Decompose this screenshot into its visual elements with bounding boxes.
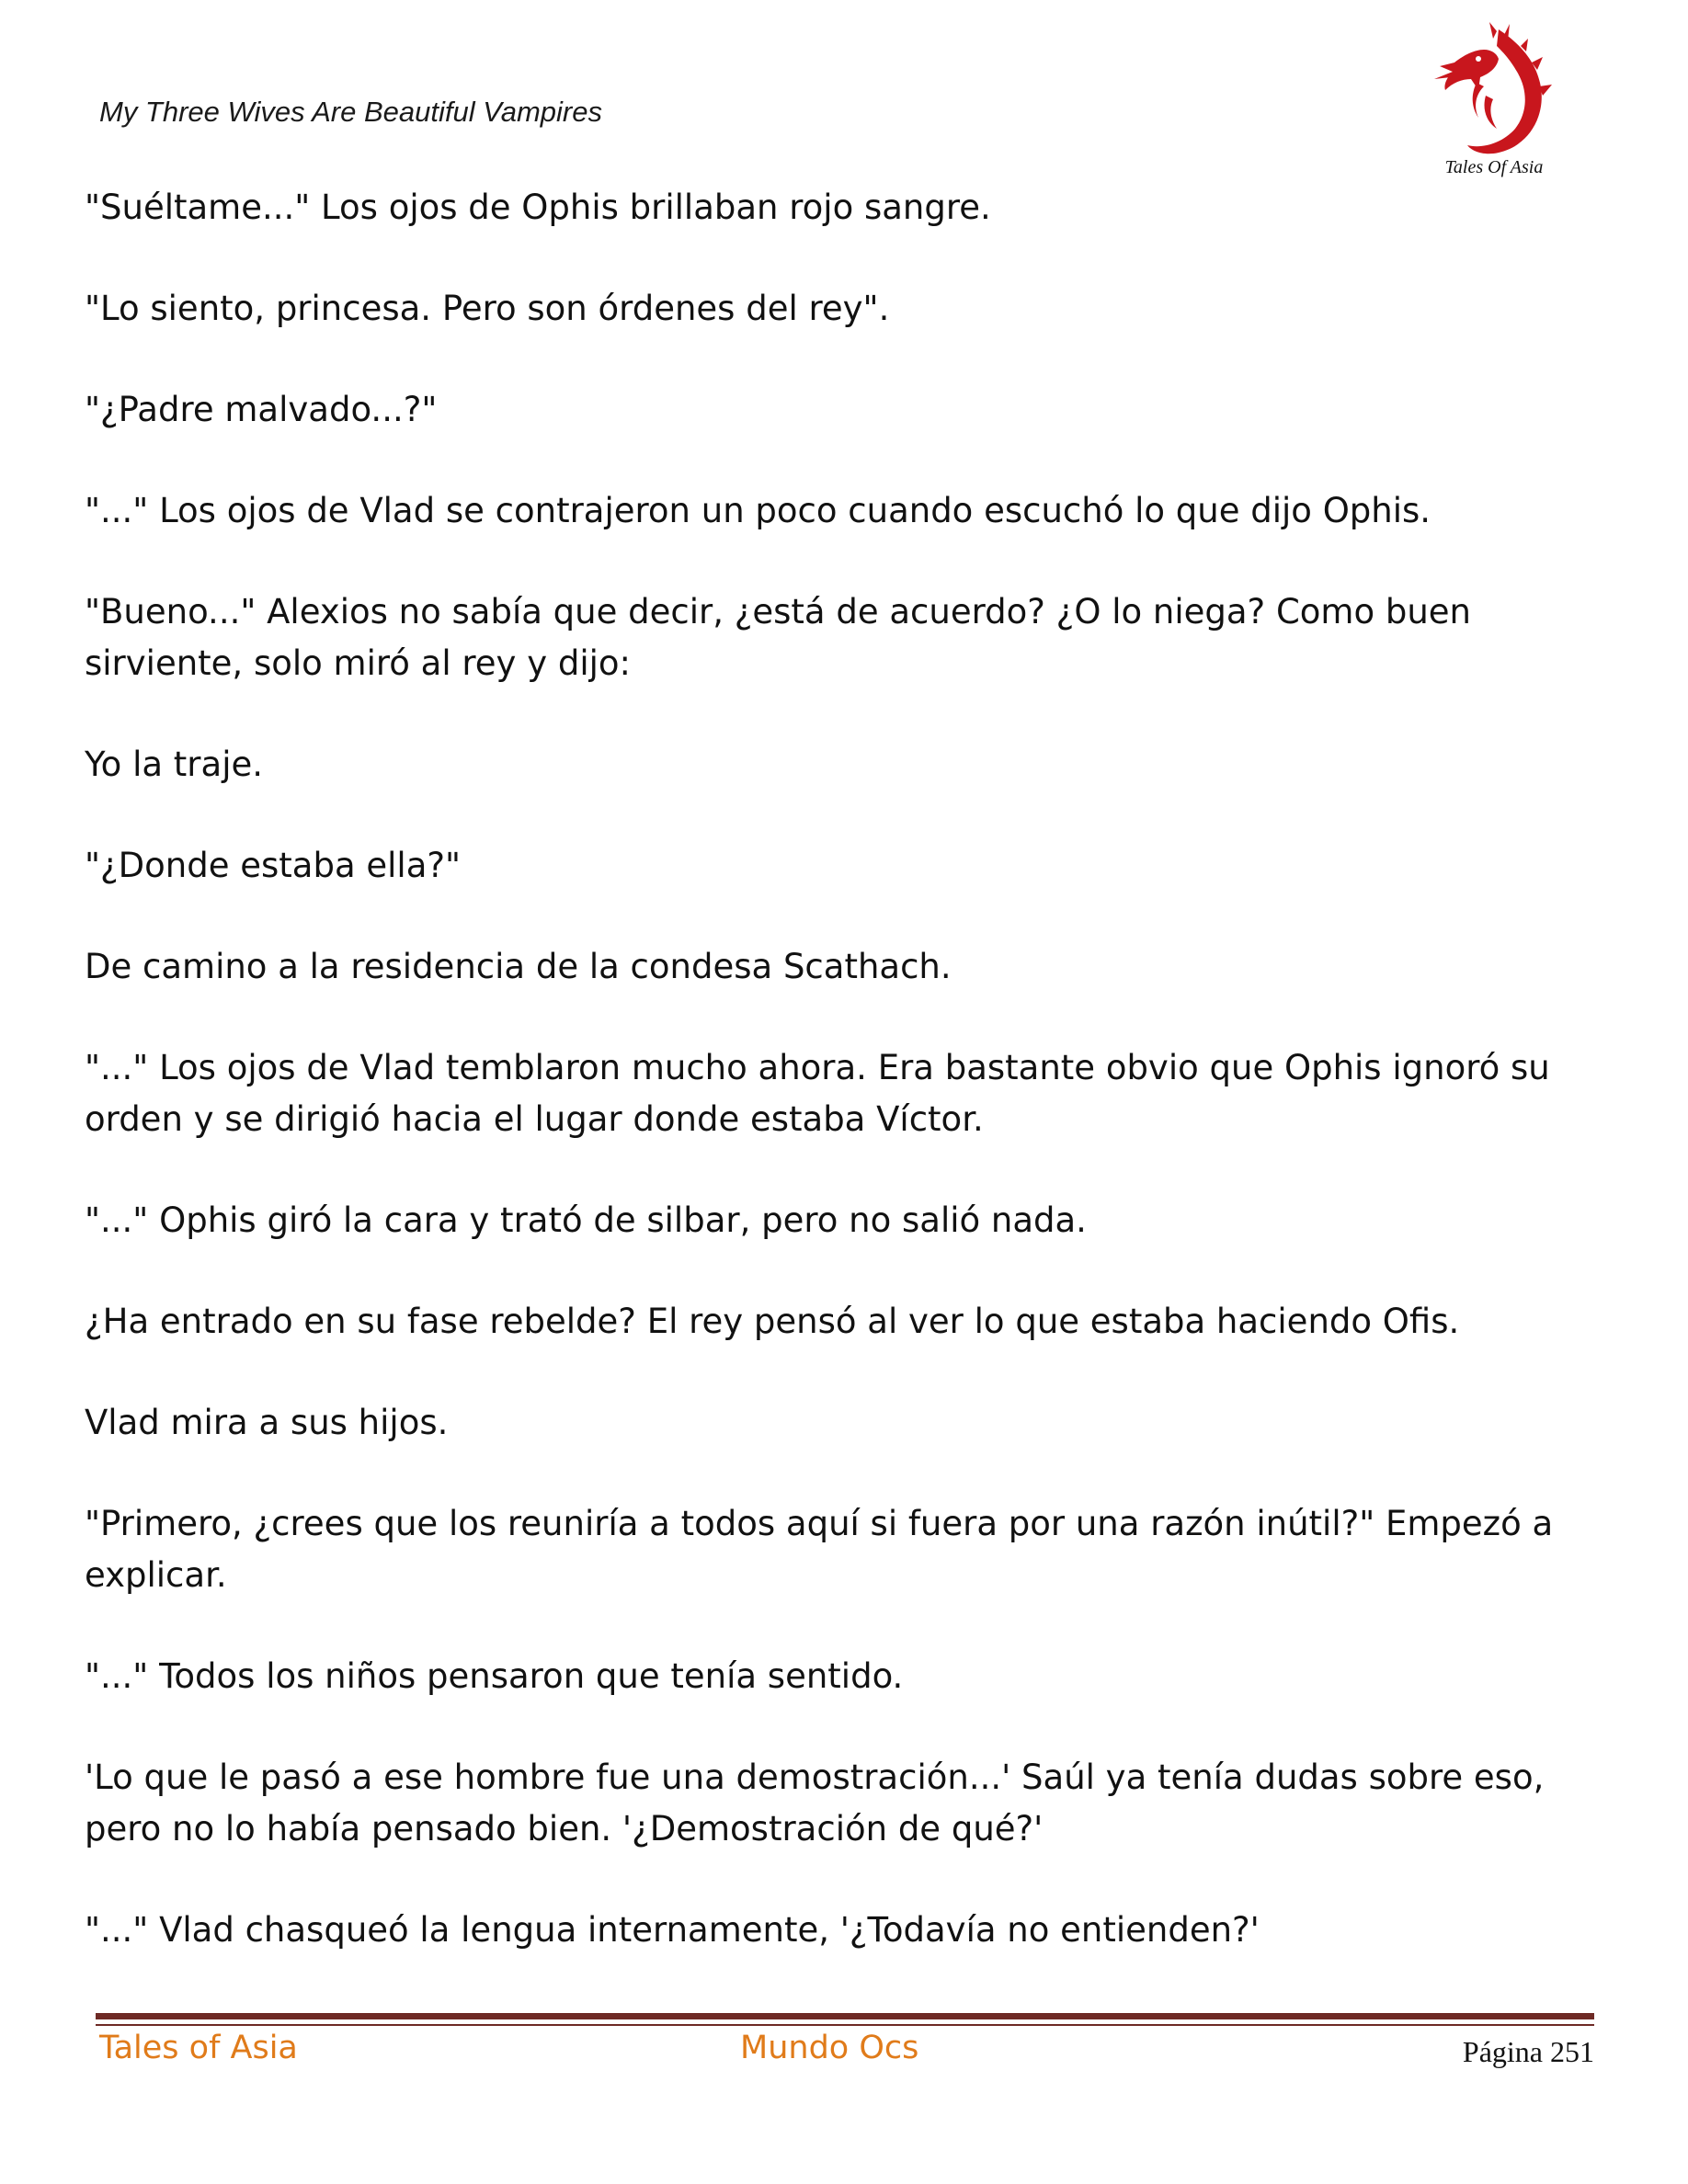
paragraph: "..." Vlad chasqueó la lengua internamente, '¿Todavía no entienden?' <box>85 1910 1260 1950</box>
paragraph: 'Lo que le pasó a ese hombre fue una demostración...' Saúl ya tenía dudas sobre eso, pero no lo había pensado bien. '¿Demostración de qué?' <box>85 1757 1545 1848</box>
header-title: My Three Wives Are Beautiful Vampires <box>99 96 602 128</box>
logo-text: Tales Of Asia <box>1444 157 1544 177</box>
paragraph: ¿Ha entrado en su fase rebelde? El rey pensó al ver lo que estaba haciendo Ofis. <box>85 1302 1460 1341</box>
paragraph: "..." Todos los niños pensaron que tenía sentido. <box>85 1656 904 1696</box>
paragraph: Vlad mira a sus hijos. <box>85 1403 449 1442</box>
footer-section-name: Mundo Ocs <box>740 2030 919 2066</box>
paragraph: "Lo siento, princesa. Pero son órdenes del rey". <box>85 289 890 328</box>
paragraph: "¿Donde estaba ella?" <box>85 846 462 885</box>
tales-of-asia-logo <box>1425 18 1563 179</box>
paragraph: "¿Padre malvado...?" <box>85 390 438 429</box>
paragraph: "Primero, ¿crees que los reuniría a todos aquí si fuera por una razón inútil?" Empezó a explicar. <box>85 1504 1554 1595</box>
paragraph: "Suéltame..." Los ojos de Ophis brillaban rojo sangre. <box>85 188 991 227</box>
paragraph: "..." Los ojos de Vlad temblaron mucho ahora. Era bastante obvio que Ophis ignoró su orden y se dirigió hacia el lugar donde estaba Víctor. <box>85 1048 1550 1139</box>
paragraph: "..." Los ojos de Vlad se contrajeron un poco cuando escuchó lo que dijo Ophis. <box>85 491 1431 530</box>
paragraph: "..." Ophis giró la cara y trató de silbar, pero no salió nada. <box>85 1200 1087 1240</box>
footer-divider <box>96 2013 1594 2019</box>
paragraph: "Bueno..." Alexios no sabía que decir, ¿está de acuerdo? ¿O lo niega? Como buen sirviente, solo miró al rey y dijo: <box>85 592 1472 683</box>
footer-site-name: Tales of Asia <box>99 2030 298 2066</box>
paragraph: Yo la traje. <box>85 745 263 784</box>
dragon-logo-icon <box>1425 18 1563 179</box>
footer-divider-thin <box>96 2024 1594 2026</box>
page-body <box>85 182 1592 2006</box>
page-number: Página 251 <box>1462 2035 1594 2068</box>
paragraph: De camino a la residencia de la condesa Scathach. <box>85 947 952 986</box>
